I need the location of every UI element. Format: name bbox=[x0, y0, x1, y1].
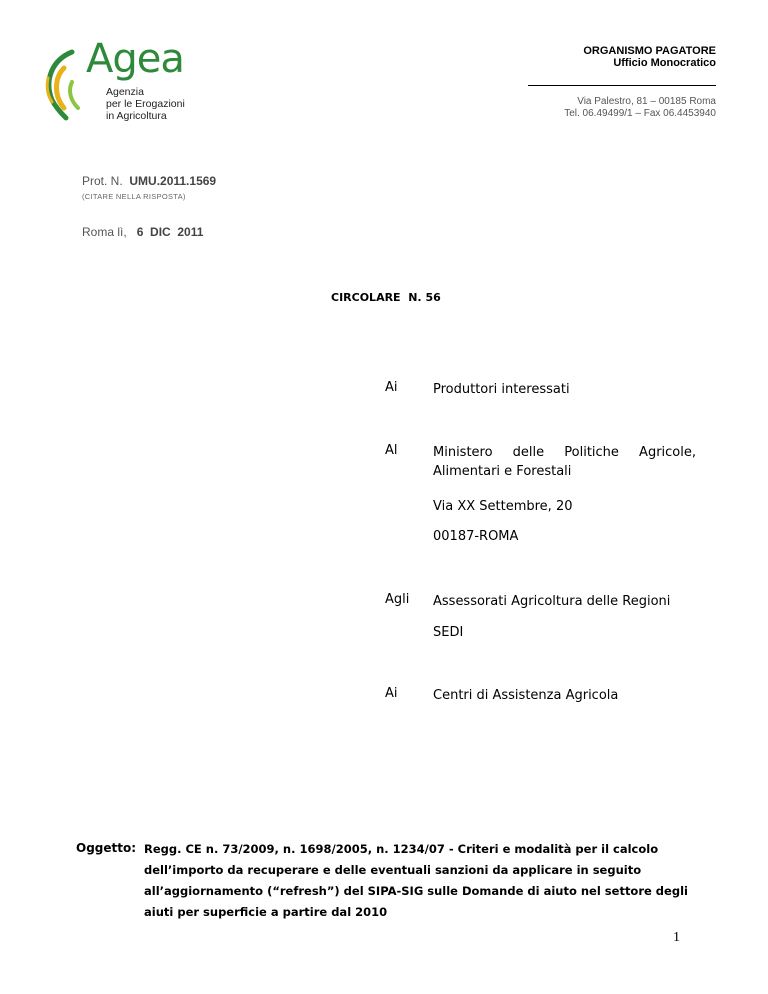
recipient-prefix: Ai bbox=[385, 380, 398, 395]
circolare-title: CIRCOLARE N. 56 bbox=[331, 291, 441, 304]
recipient-line: Centri di Assistenza Agricola bbox=[433, 688, 619, 703]
document-date: Roma lì, 6 DIC 2011 bbox=[82, 225, 204, 239]
logo-subtitle: Agenzia per le Erogazioni in Agricoltura bbox=[106, 86, 185, 122]
recipient-line: Via XX Settembre, 20 bbox=[433, 499, 573, 514]
recipient-prefix: Ai bbox=[385, 686, 398, 701]
org-address: Via Palestro, 81 – 00185 Roma Tel. 06.49499/1 – Fax 06.4453940 bbox=[564, 96, 716, 119]
recipient-line: 00187-ROMA bbox=[433, 529, 519, 544]
recipient-line: SEDI bbox=[433, 625, 464, 640]
subject-label: Oggetto: bbox=[76, 841, 137, 855]
recipient-line: Ministero delle Politiche Agricole, Alimentari e Forestali bbox=[433, 445, 696, 479]
page-number: 1 bbox=[673, 930, 680, 945]
recipient-prefix: Agli bbox=[385, 592, 410, 607]
logo-wordmark: Agea bbox=[86, 36, 184, 82]
subject-text: Regg. CE n. 73/2009, n. 1698/2005, n. 1234/07 - Criteri e modalità per il calcolo dell’importo da recuperare e delle eventuali sanzioni da applicare in seguito all’aggiornamento (“refresh”) del SIPA-SIG sulle Domande di aiuto nel settore degli aiuti per superficie a partire dal 2010 bbox=[144, 842, 688, 919]
recipient-line: Assessorati Agricoltura delle Regioni bbox=[433, 594, 671, 609]
recipient-prefix: Al bbox=[385, 443, 398, 458]
recipient-line: Produttori interessati bbox=[433, 382, 570, 397]
header-divider bbox=[528, 85, 716, 86]
protocol-note: (CITARE NELLA RISPOSTA) bbox=[82, 192, 186, 201]
org-heading: ORGANISMO PAGATORE Ufficio Monocratico bbox=[583, 45, 716, 69]
protocol-number: Prot. N. UMU.2011.1569 bbox=[82, 174, 217, 188]
